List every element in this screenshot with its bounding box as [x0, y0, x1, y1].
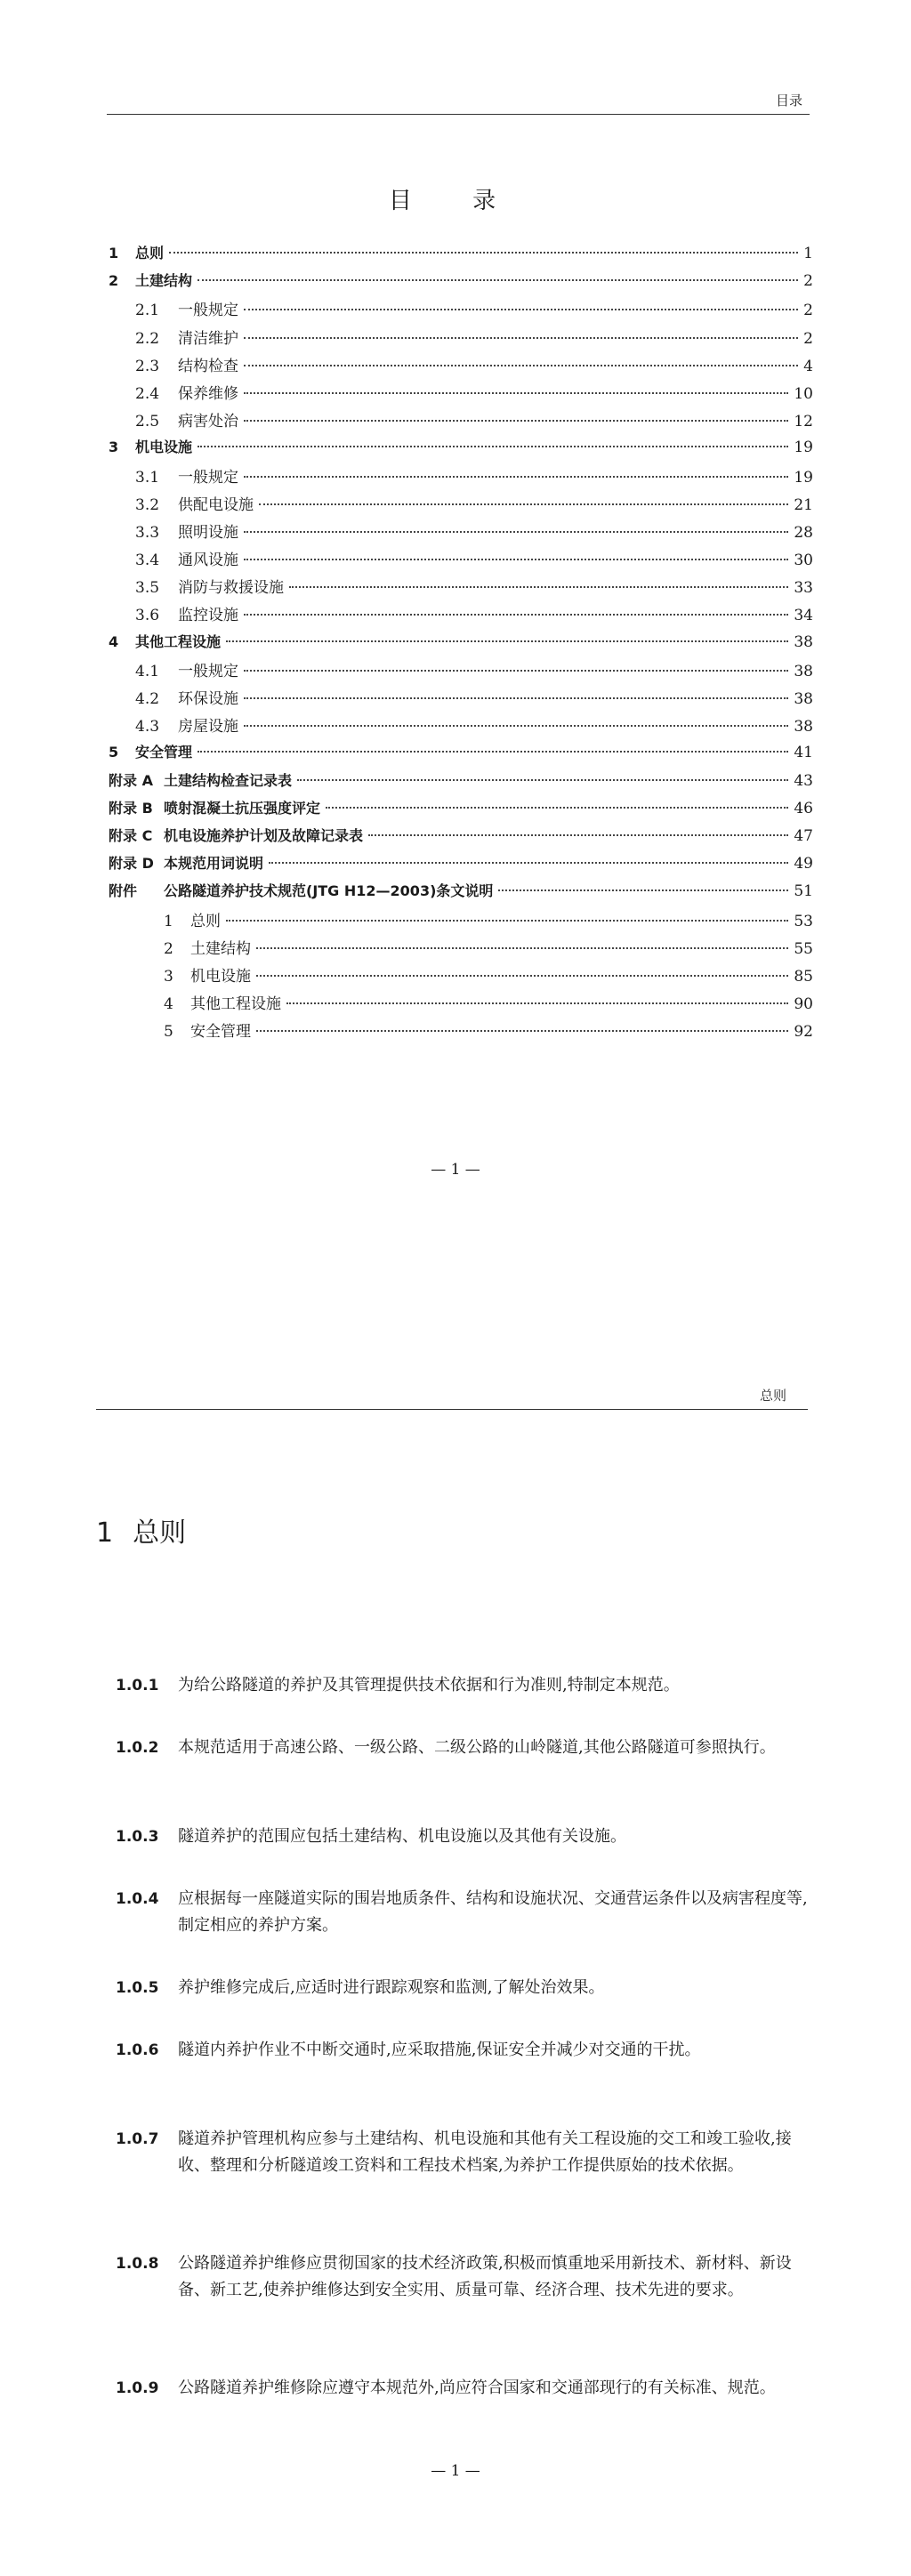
clause	[116, 1672, 810, 1699]
toc-entry-page: 51	[794, 882, 813, 901]
clause	[116, 2250, 810, 2304]
toc-leader-dots	[244, 670, 788, 672]
clause-number: 1.0.8	[116, 2255, 159, 2273]
toc-entry-number: 4	[109, 632, 119, 650]
toc-entry-label: 喷射混凝土抗压强度评定	[164, 799, 321, 817]
toc-leader-dots	[256, 1030, 788, 1032]
toc-entry-page: 55	[794, 939, 813, 958]
toc-entry-page: 49	[794, 855, 813, 873]
toc-entry-label: 房屋设施	[178, 718, 238, 737]
toc-entry-page: 2	[803, 302, 813, 320]
toc-entry[interactable]	[109, 686, 813, 713]
toc-entry-label: 其他工程设施	[190, 995, 281, 1014]
toc-entry-page: 47	[794, 826, 813, 845]
toc-entry[interactable]	[109, 991, 813, 1018]
toc-entry-label: 本规范用词说明	[164, 855, 264, 873]
toc-entry-number: 1	[164, 912, 173, 930]
toc-entry[interactable]	[109, 464, 813, 492]
toc-entry-number: 2	[109, 272, 119, 290]
clause	[116, 1886, 810, 1939]
toc-entry[interactable]	[109, 381, 813, 408]
toc-entry[interactable]	[109, 631, 813, 658]
toc-leader-dots	[269, 862, 788, 864]
toc-entry[interactable]	[109, 658, 813, 686]
toc-entry-page: 10	[794, 384, 813, 403]
toc-entry[interactable]	[109, 270, 813, 297]
toc-leader-dots	[244, 614, 788, 616]
toc-entry-number: 3.4	[135, 551, 160, 570]
toc-entry[interactable]	[109, 963, 813, 991]
toc-leader-dots	[289, 586, 788, 588]
toc-entry[interactable]	[109, 547, 813, 575]
toc-leader-dots	[368, 834, 788, 836]
toc-entry-page: 90	[794, 995, 813, 1014]
toc-entry-number: 3.2	[135, 495, 160, 514]
toc-entry-number: 2.2	[135, 329, 160, 348]
toc-entry-number: 3	[164, 967, 173, 986]
toc-entry-page: 4	[803, 357, 813, 375]
toc-entry[interactable]	[109, 408, 813, 436]
clause-number: 1.0.4	[116, 1890, 159, 1908]
chapter-heading	[96, 1510, 186, 1550]
toc-entry-label: 机电设施养护计划及故障记录表	[164, 826, 364, 844]
toc-leader-dots	[198, 279, 798, 281]
chapter-number: 1	[96, 1517, 114, 1549]
toc-leader-dots	[498, 890, 788, 891]
toc-leader-dots	[226, 920, 788, 922]
toc-entry-label: 照明设施	[178, 523, 238, 542]
clause	[116, 2126, 810, 2179]
toc-entry-number: 1	[109, 245, 119, 262]
clause-text: 隧道内养护作业不中断交通时,应采取措施,保证安全并减少对交通的干扰。	[178, 2041, 701, 2059]
header-rule	[96, 1409, 808, 1410]
toc-entry-page: 53	[794, 912, 813, 930]
toc-leader-dots	[297, 779, 788, 781]
toc-entry-page: 28	[794, 523, 813, 542]
toc-entry-number: 3.5	[135, 579, 160, 598]
toc-entry-label: 监控设施	[178, 607, 238, 625]
toc-leader-dots	[244, 420, 788, 422]
toc-entry-number: 4	[164, 995, 173, 1014]
toc-entry-page: 41	[794, 744, 813, 762]
toc-leader-dots	[198, 751, 788, 753]
toc-entry-page: 92	[794, 1023, 813, 1042]
toc-entry-number: 附录 B	[109, 799, 153, 817]
toc-entry-page: 46	[794, 799, 813, 817]
toc-entry-label: 环保设施	[178, 690, 238, 708]
toc-entry-page: 2	[803, 329, 813, 348]
clause	[116, 1823, 810, 1850]
clause-number: 1.0.3	[116, 1828, 159, 1846]
toc-leader-dots	[244, 697, 788, 699]
toc-entry-label: 病害处治	[178, 413, 238, 431]
toc-leader-dots	[244, 392, 788, 394]
clause-text: 为给公路隧道的养护及其管理提供技术依据和行为准则,特制定本规范。	[178, 1676, 680, 1695]
toc-leader-dots	[286, 1002, 788, 1004]
toc-entry-page: 1	[803, 245, 813, 262]
toc-entry-label: 土建结构	[135, 272, 193, 290]
toc-entry[interactable]	[109, 326, 813, 353]
toc-entry[interactable]	[109, 1018, 813, 1046]
toc-title: 目 录	[388, 188, 523, 214]
clause-number: 1.0.2	[116, 1739, 159, 1757]
toc-leader-dots	[244, 559, 788, 560]
toc-entry-label: 总则	[135, 245, 165, 262]
toc-entry-page: 85	[794, 967, 813, 986]
toc-leader-dots	[256, 975, 788, 977]
toc-entry-page: 2	[803, 272, 813, 291]
toc-entry[interactable]	[109, 436, 813, 463]
toc-entry-label: 其他工程设施	[135, 632, 222, 650]
clause	[116, 1975, 810, 2001]
clause	[116, 2375, 810, 2402]
toc-entry[interactable]	[109, 852, 813, 880]
toc-entry-number: 4.2	[135, 690, 160, 708]
clause-text: 公路隧道养护维修除应遵守本规范外,尚应符合国家和交通部现行的有关标准、规范。	[178, 2379, 776, 2397]
toc-entry-label: 通风设施	[178, 551, 238, 570]
clause-number: 1.0.1	[116, 1677, 159, 1695]
toc-entry-page: 30	[794, 551, 813, 570]
toc-entry-label: 安全管理	[190, 1023, 251, 1042]
toc-entry-label: 土建结构	[190, 939, 251, 958]
clause	[116, 2037, 810, 2064]
toc-entry-label: 土建结构检查记录表	[164, 771, 293, 789]
toc-entry-number: 附录 D	[109, 855, 154, 873]
toc-entry-page: 21	[794, 495, 813, 514]
toc-entry[interactable]	[109, 575, 813, 602]
toc-entry-number: 附录 A	[109, 771, 153, 789]
toc-leader-dots	[226, 640, 788, 642]
toc-entry-page: 38	[794, 718, 813, 737]
clause-text: 隧道养护的范围应包括土建结构、机电设施以及其他有关设施。	[178, 1827, 626, 1846]
toc-entry-page: 38	[794, 690, 813, 708]
toc-entry-label: 供配电设施	[178, 495, 254, 514]
toc-entry-number: 3.3	[135, 523, 160, 542]
toc-entry-number: 3.1	[135, 468, 160, 487]
clause-number: 1.0.5	[116, 1979, 159, 1997]
toc-entry[interactable]	[109, 936, 813, 963]
toc-entry[interactable]	[109, 769, 813, 797]
clause-text: 本规范适用于高速公路、一级公路、二级公路的山岭隧道,其他公路隧道可参照执行。	[178, 1738, 776, 1757]
toc-leader-dots	[244, 725, 788, 727]
toc-entry-number: 2.4	[135, 384, 160, 403]
toc-entry-page: 43	[794, 771, 813, 790]
toc-entry-label: 安全管理	[135, 744, 193, 761]
toc-entry-label: 清洁维护	[178, 329, 238, 348]
toc-entry[interactable]	[109, 797, 813, 825]
clause	[116, 1735, 810, 1761]
chapter-page	[0, 1288, 911, 2576]
toc-leader-dots	[244, 531, 788, 533]
toc-list	[109, 242, 813, 1046]
toc-entry-number: 2	[164, 939, 173, 958]
toc-entry[interactable]	[109, 519, 813, 547]
toc-leader-dots	[244, 337, 798, 339]
toc-entry-number: 3	[109, 439, 119, 456]
toc-entry[interactable]	[109, 880, 813, 907]
toc-entry-number: 5	[164, 1023, 173, 1042]
header-rule	[107, 114, 810, 115]
clause-text: 隧道养护管理机构应参与土建结构、机电设施和其他有关工程设施的交工和竣工验收,接收、整理和分析隧道竣工资料和工程技术档案,为养护工作提供原始的技术依据。	[178, 2129, 792, 2175]
toc-entry-number: 2.5	[135, 413, 160, 431]
clause-number: 1.0.6	[116, 2041, 159, 2059]
clause-text: 养护维修完成后,应适时进行跟踪观察和监测,了解处治效果。	[178, 1978, 605, 1997]
toc-entry-label: 机电设施	[135, 439, 193, 456]
toc-entry-number: 2.1	[135, 302, 160, 320]
toc-entry-number: 3.6	[135, 607, 160, 625]
toc-entry-label: 保养维修	[178, 384, 238, 403]
toc-entry[interactable]	[109, 353, 813, 381]
toc-entry-label: 一般规定	[178, 302, 238, 320]
toc-entry-label: 总则	[190, 912, 221, 930]
toc-entry-number: 4.1	[135, 662, 160, 680]
toc-leader-dots	[244, 309, 798, 310]
running-head: 总则	[759, 1388, 786, 1404]
toc-entry-number: 5	[109, 744, 119, 761]
toc-entry-label: 一般规定	[178, 468, 238, 487]
toc-entry-page: 33	[794, 579, 813, 598]
clause-text: 公路隧道养护维修应贯彻国家的技术经济政策,积极而慎重地采用新技术、新材料、新设备、新工艺,使养护维修达到安全实用、质量可靠、经济合理、技术先进的要求。	[178, 2254, 792, 2299]
toc-leader-dots	[244, 476, 788, 478]
toc-entry-number: 附件	[109, 882, 138, 900]
toc-entry-number: 附录 C	[109, 826, 153, 844]
toc-leader-dots	[169, 252, 798, 254]
page-number: — 1 —	[431, 1161, 480, 1179]
toc-entry[interactable]	[109, 825, 813, 852]
toc-entry-page: 34	[794, 607, 813, 625]
toc-entry-page: 19	[794, 468, 813, 487]
toc-entry-number: 2.3	[135, 357, 160, 375]
toc-entry-number: 4.3	[135, 718, 160, 737]
toc-leader-dots	[198, 446, 788, 447]
toc-entry-label: 公路隧道养护技术规范(JTG H12—2003)条文说明	[164, 882, 494, 900]
toc-entry-label: 机电设施	[190, 967, 251, 986]
toc-entry-label: 结构检查	[178, 357, 238, 375]
toc-entry-label: 一般规定	[178, 662, 238, 680]
toc-entry[interactable]	[109, 908, 813, 936]
toc-leader-dots	[259, 503, 788, 505]
toc-entry-page: 38	[794, 662, 813, 680]
toc-entry-page: 19	[794, 439, 813, 457]
chapter-title: 总则	[133, 1517, 187, 1549]
toc-entry-page: 12	[794, 413, 813, 431]
toc-entry-label: 消防与救援设施	[178, 579, 284, 598]
toc-entry[interactable]	[109, 741, 813, 769]
clause-text: 应根据每一座隧道实际的围岩地质条件、结构和设施状况、交通营运条件以及病害程度等,制定相应的养护方案。	[178, 1889, 808, 1935]
toc-leader-dots	[326, 807, 788, 809]
toc-entry[interactable]	[109, 602, 813, 630]
clause-number: 1.0.7	[116, 2130, 159, 2148]
toc-entry[interactable]	[109, 492, 813, 519]
toc-entry[interactable]	[109, 713, 813, 741]
running-head: 目录	[775, 93, 802, 109]
clause-number: 1.0.9	[116, 2379, 159, 2397]
page-number: — 1 —	[431, 2462, 480, 2480]
toc-entry[interactable]	[109, 297, 813, 325]
toc-entry-page: 38	[794, 632, 813, 651]
toc-leader-dots	[256, 947, 788, 949]
toc-leader-dots	[244, 365, 798, 366]
toc-entry[interactable]	[109, 242, 813, 270]
